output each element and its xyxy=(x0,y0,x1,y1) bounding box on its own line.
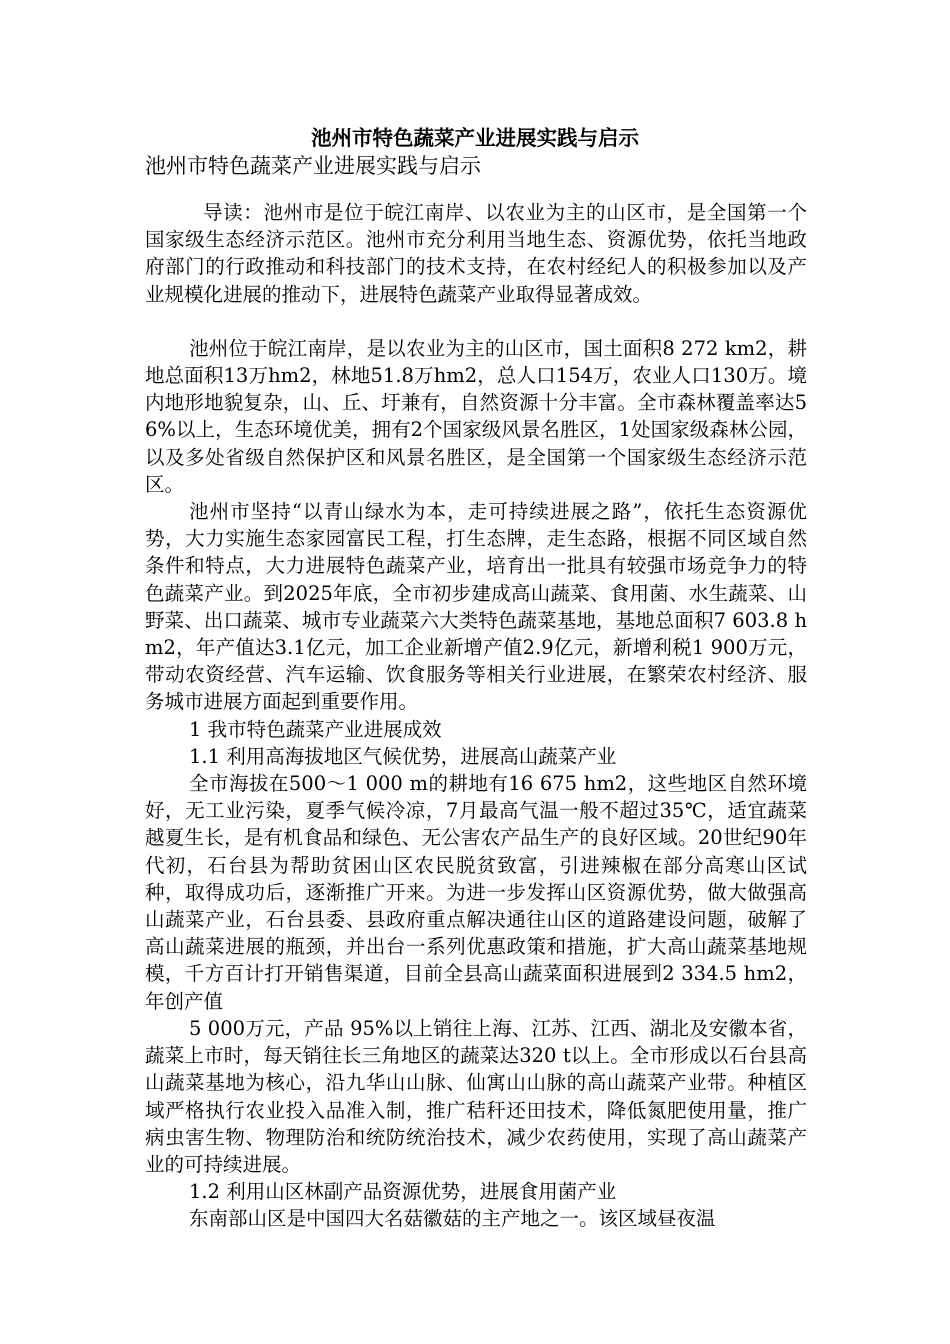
document-subtitle: 池州市特色蔬菜产业进展实践与启示 xyxy=(145,154,481,178)
body-paragraph: 池州位于皖江南岸，是以农业为主的山区市，国土面积8 272 km2，耕地总面积13万hm2，林地51.8万hm2，总人口154万，农业人口130万。境内地形地貌复杂，山、丘、圩兼有，自然资源十分丰富。全市森林覆盖率达56%以上，生态环境优美，拥有2个国家级风景名胜区，1处国家级森林公园，以及多处省级自然保护区和风景名胜区，是全国第一个国家级生态经济示范区。 xyxy=(145,336,807,496)
intro-paragraph: 导读：池州市是位于皖江南岸、以农业为主的山区市，是全国第一个国家级生态经济示范区。池州市充分利用当地生态、资源优势，依托当地政府部门的行政推动和科技部门的技术支持，在农村经纪人的积极参加以及产业规模化进展的推动下，进展特色蔬菜产业取得显著成效。 xyxy=(145,201,807,306)
subsection-heading: 1.2 利用山区林副产品资源优势，进展食用菌产业 xyxy=(189,1180,617,1204)
document-title: 池州市特色蔬菜产业进展实践与启示 xyxy=(311,126,639,150)
body-paragraph: 全市海拔在500～1 000 m的耕地有16 675 hm2，这些地区自然环境好，无工业污染，夏季气候冷凉，7月最高气温一般不超过35℃，适宜蔬菜越夏生长，是有机食品和绿色、无公害农产品生产的良好区域。20世纪90年代初，石台县为帮助贫困山区农民脱贫致富，引进辣椒在部分高寒山区试种，取得成功后，逐渐推广开来。为进一步发挥山区资源优势，做大做强高山蔬菜产业，石台县委、县政府重点解决通往山区的道路建设问题，破解了高山蔬菜进展的瓶颈，并出台一系列优惠政策和措施，扩大高山蔬菜基地规模，千方百计打开销售渠道，目前全县高山蔬菜面积进展到2 334.5 hm2，年创产值 xyxy=(145,772,807,1013)
subsection-heading: 1.1 利用高海拔地区气候优势，进展高山蔬菜产业 xyxy=(189,744,617,768)
document-body xyxy=(145,199,807,1233)
body-paragraph: 东南部山区是中国四大名菇徽菇的主产地之一。该区域昼夜温 xyxy=(189,1207,716,1231)
section-heading: 1 我市特色蔬菜产业进展成效 xyxy=(189,717,442,741)
paragraph-spacer xyxy=(145,308,807,335)
body-paragraph: 5 000万元，产品 95%以上销往上海、江苏、江西、湖北及安徽本省，蔬菜上市时，每天销往长三角地区的蔬菜达320 t以上。全市形成以石台县高山蔬菜基地为核心，沿九华山山脉、仙寓山山脉的高山蔬菜产业带。种植区域严格执行农业投入品准入制，推广秸秆还田技术，降低氮肥使用量，推广病虫害生物、物理防治和统防统治技术，减少农药使用，实现了高山蔬菜产业的可持续进展。 xyxy=(145,1016,807,1176)
body-paragraph: 池州市坚持“以青山绿水为本，走可持续进展之路”，依托生态资源优势，大力实施生态家园富民工程，打生态牌，走生态路，根据不同区域自然条件和特点，大力进展特色蔬菜产业，培育出一批具有较强市场竞争力的特色蔬菜产业。到2025年底，全市初步建成高山蔬菜、食用菌、水生蔬菜、山野菜、出口蔬菜、城市专业蔬菜六大类特色蔬菜基地，基地总面积7 603.8 hm2，年产值达3.1亿元，加工企业新增产值2.9亿元，新增利税1 900万元，带动农资经营、汽车运输、饮食服务等相关行业进展，在繁荣农村经济、服务城市进展方面起到重要作用。 xyxy=(145,500,807,714)
